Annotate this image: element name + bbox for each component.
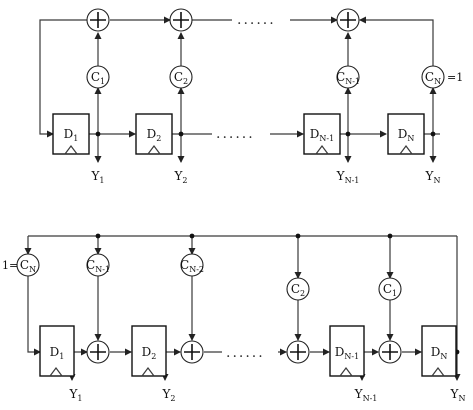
top-coef-cn	[422, 66, 444, 88]
top-diagram	[40, 9, 463, 185]
svg-text:C2: C2	[173, 70, 189, 86]
svg-text:DN-1: DN-1	[334, 345, 360, 361]
bottom-register-dn-1	[330, 326, 364, 376]
svg-text:D1: D1	[49, 345, 65, 361]
svg-text:DN: DN	[397, 127, 415, 143]
bottom-coef-cn	[17, 254, 39, 276]
top-output-yn: YN	[425, 169, 441, 185]
top-junction-4	[431, 132, 436, 137]
top-register-d1	[53, 114, 89, 154]
top-xor-2	[170, 9, 192, 31]
bottom-junction-c2	[296, 234, 301, 239]
svg-text:D2: D2	[141, 345, 157, 361]
bottom-register-d2	[132, 326, 166, 376]
top-ellipsis-feedback: ......	[237, 12, 276, 28]
svg-text:DN: DN	[430, 345, 448, 361]
top-output-y1: Y1	[91, 169, 105, 185]
svg-text:D1: D1	[63, 127, 79, 143]
svg-text:CN-1: CN-1	[86, 258, 110, 274]
top-junction-3	[346, 132, 351, 137]
bottom-output-y2: Y2	[162, 387, 176, 403]
top-output-yn-1: YN-1	[336, 169, 360, 185]
bottom-output-yn-1: YN-1	[354, 387, 378, 403]
svg-text:DN-1: DN-1	[309, 127, 335, 143]
bottom-output-yn: YN	[450, 387, 466, 403]
top-cn-value: =1	[447, 71, 464, 84]
bottom-xor-4	[379, 341, 401, 363]
bottom-coef-c1	[379, 278, 401, 300]
top-xor-n-1	[337, 9, 359, 31]
bottom-ellipsis: ......	[226, 345, 265, 361]
bottom-register-d1	[40, 326, 74, 376]
bottom-register-dn	[422, 326, 456, 376]
bottom-xor-2	[181, 341, 203, 363]
top-xor-1	[87, 9, 109, 31]
bottom-diagram	[2, 234, 465, 403]
top-coef-c1	[87, 66, 109, 88]
bottom-cn-value: 1=	[2, 259, 19, 272]
bottom-junction-cn-2	[190, 234, 195, 239]
top-output-y2: Y2	[174, 169, 188, 185]
svg-text:C1: C1	[382, 282, 398, 298]
svg-text:CN: CN	[424, 70, 442, 86]
svg-text:C1: C1	[90, 70, 106, 86]
svg-text:D2: D2	[146, 127, 162, 143]
svg-text:CN-1: CN-1	[336, 70, 360, 86]
bottom-coef-cn-1	[86, 254, 110, 276]
svg-text:CN: CN	[19, 258, 37, 274]
top-junction-2	[179, 132, 184, 137]
bottom-output-y1: Y1	[69, 387, 83, 403]
top-register-dn-1	[304, 114, 340, 154]
top-ellipsis-registers: ......	[216, 126, 255, 142]
top-coef-cn-1	[336, 66, 360, 88]
top-register-d2	[136, 114, 172, 154]
bottom-coef-cn-2	[180, 254, 204, 276]
bottom-coef-c2	[287, 278, 309, 300]
bottom-junction-cn-1	[96, 234, 101, 239]
top-register-dn	[388, 114, 424, 154]
top-coef-c2	[170, 66, 192, 88]
top-junction-1	[96, 132, 101, 137]
bottom-xor-1	[87, 341, 109, 363]
svg-text:CN-2: CN-2	[180, 258, 204, 274]
bottom-junction-c1	[388, 234, 393, 239]
bottom-xor-3	[287, 341, 309, 363]
svg-text:C2: C2	[290, 282, 306, 298]
